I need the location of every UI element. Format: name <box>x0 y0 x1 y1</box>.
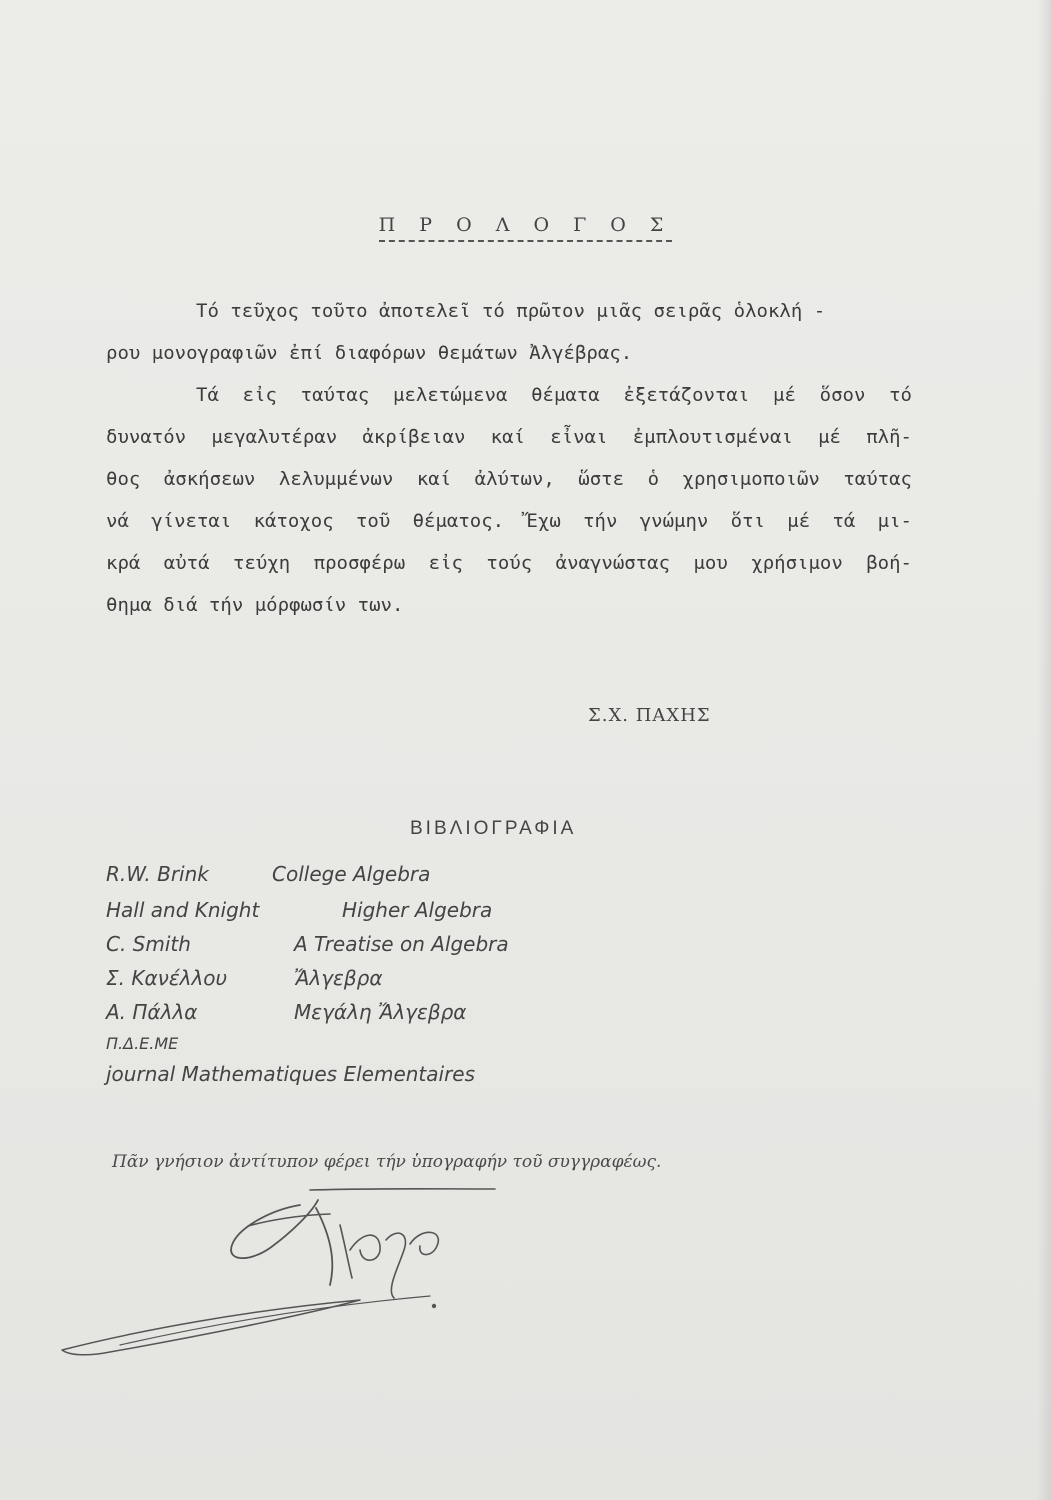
bibliography-work: Μεγάλη Ἄλγεβρα <box>294 1000 467 1024</box>
preface-line: θος ἀσκήσεων λελυμμένων καί ἀλύτων, ὥστε ὁ χρησιμοποιῶν ταύτας <box>106 468 912 490</box>
bibliography-author: Hall and Knight <box>106 898 260 922</box>
authenticity-note: Πᾶν γνήσιον ἀντίτυπον φέρει τήν ὑπογραφήν τοῦ συγγραφέως. <box>112 1152 662 1172</box>
bibliography-work: A Treatise on Algebra <box>294 932 509 956</box>
preface-line: κρά αὐτά τεύχη προσφέρω εἰς τούς ἀναγνώστας μου χρήσιμον βοή- <box>106 552 912 574</box>
bibliography-author: Π.Δ.Ε.ΜΕ <box>106 1034 179 1053</box>
author-name: Σ.Χ. ΠΑΧΗΣ <box>588 705 711 726</box>
preface-title-text: Π Ρ Ο Λ Ο Γ Ο Σ <box>379 214 673 242</box>
preface-line: νά γίνεται κάτοχος τοῦ θέματος. Ἔχω τήν γνώμην ὅτι μέ τά μι- <box>106 510 912 532</box>
bibliography-author: R.W. Brink <box>106 862 209 886</box>
bibliography-work: Higher Algebra <box>342 898 493 922</box>
bibliography-work: College Algebra <box>272 862 431 886</box>
bibliography-author: C. Smith <box>106 932 191 956</box>
preface-line: Τά εἰς ταύτας μελετώμενα θέματα ἐξετάζονται μέ ὅσον τό <box>196 384 912 406</box>
bibliography-author: Σ. Κανέλλου <box>106 966 228 990</box>
preface-line: ρου μονογραφιῶν ἐπί διαφόρων θεμάτων Ἀλγέβρας. <box>106 342 633 364</box>
bibliography-author: journal Mathematiques Elementaires <box>106 1062 476 1086</box>
bibliography-work: Ἄλγεβρα <box>294 966 383 990</box>
preface-line: θημα διά τήν μόρφωσίν των. <box>106 594 404 616</box>
bibliography-title: ΒΙΒΛΙΟΓΡΑΦΙΑ <box>410 818 577 839</box>
preface-line: Τό τεῦχος τοῦτο ἀποτελεῖ τό πρῶτον μιᾶς σειρᾶς ὁλοκλή - <box>196 300 826 322</box>
preface-line: δυνατόν μεγαλυτέραν ἀκρίβειαν καί εἶναι ἐμπλουτισμέναι μέ πλῆ- <box>106 426 912 448</box>
bibliography-author: Α. Πάλλα <box>106 1000 198 1024</box>
